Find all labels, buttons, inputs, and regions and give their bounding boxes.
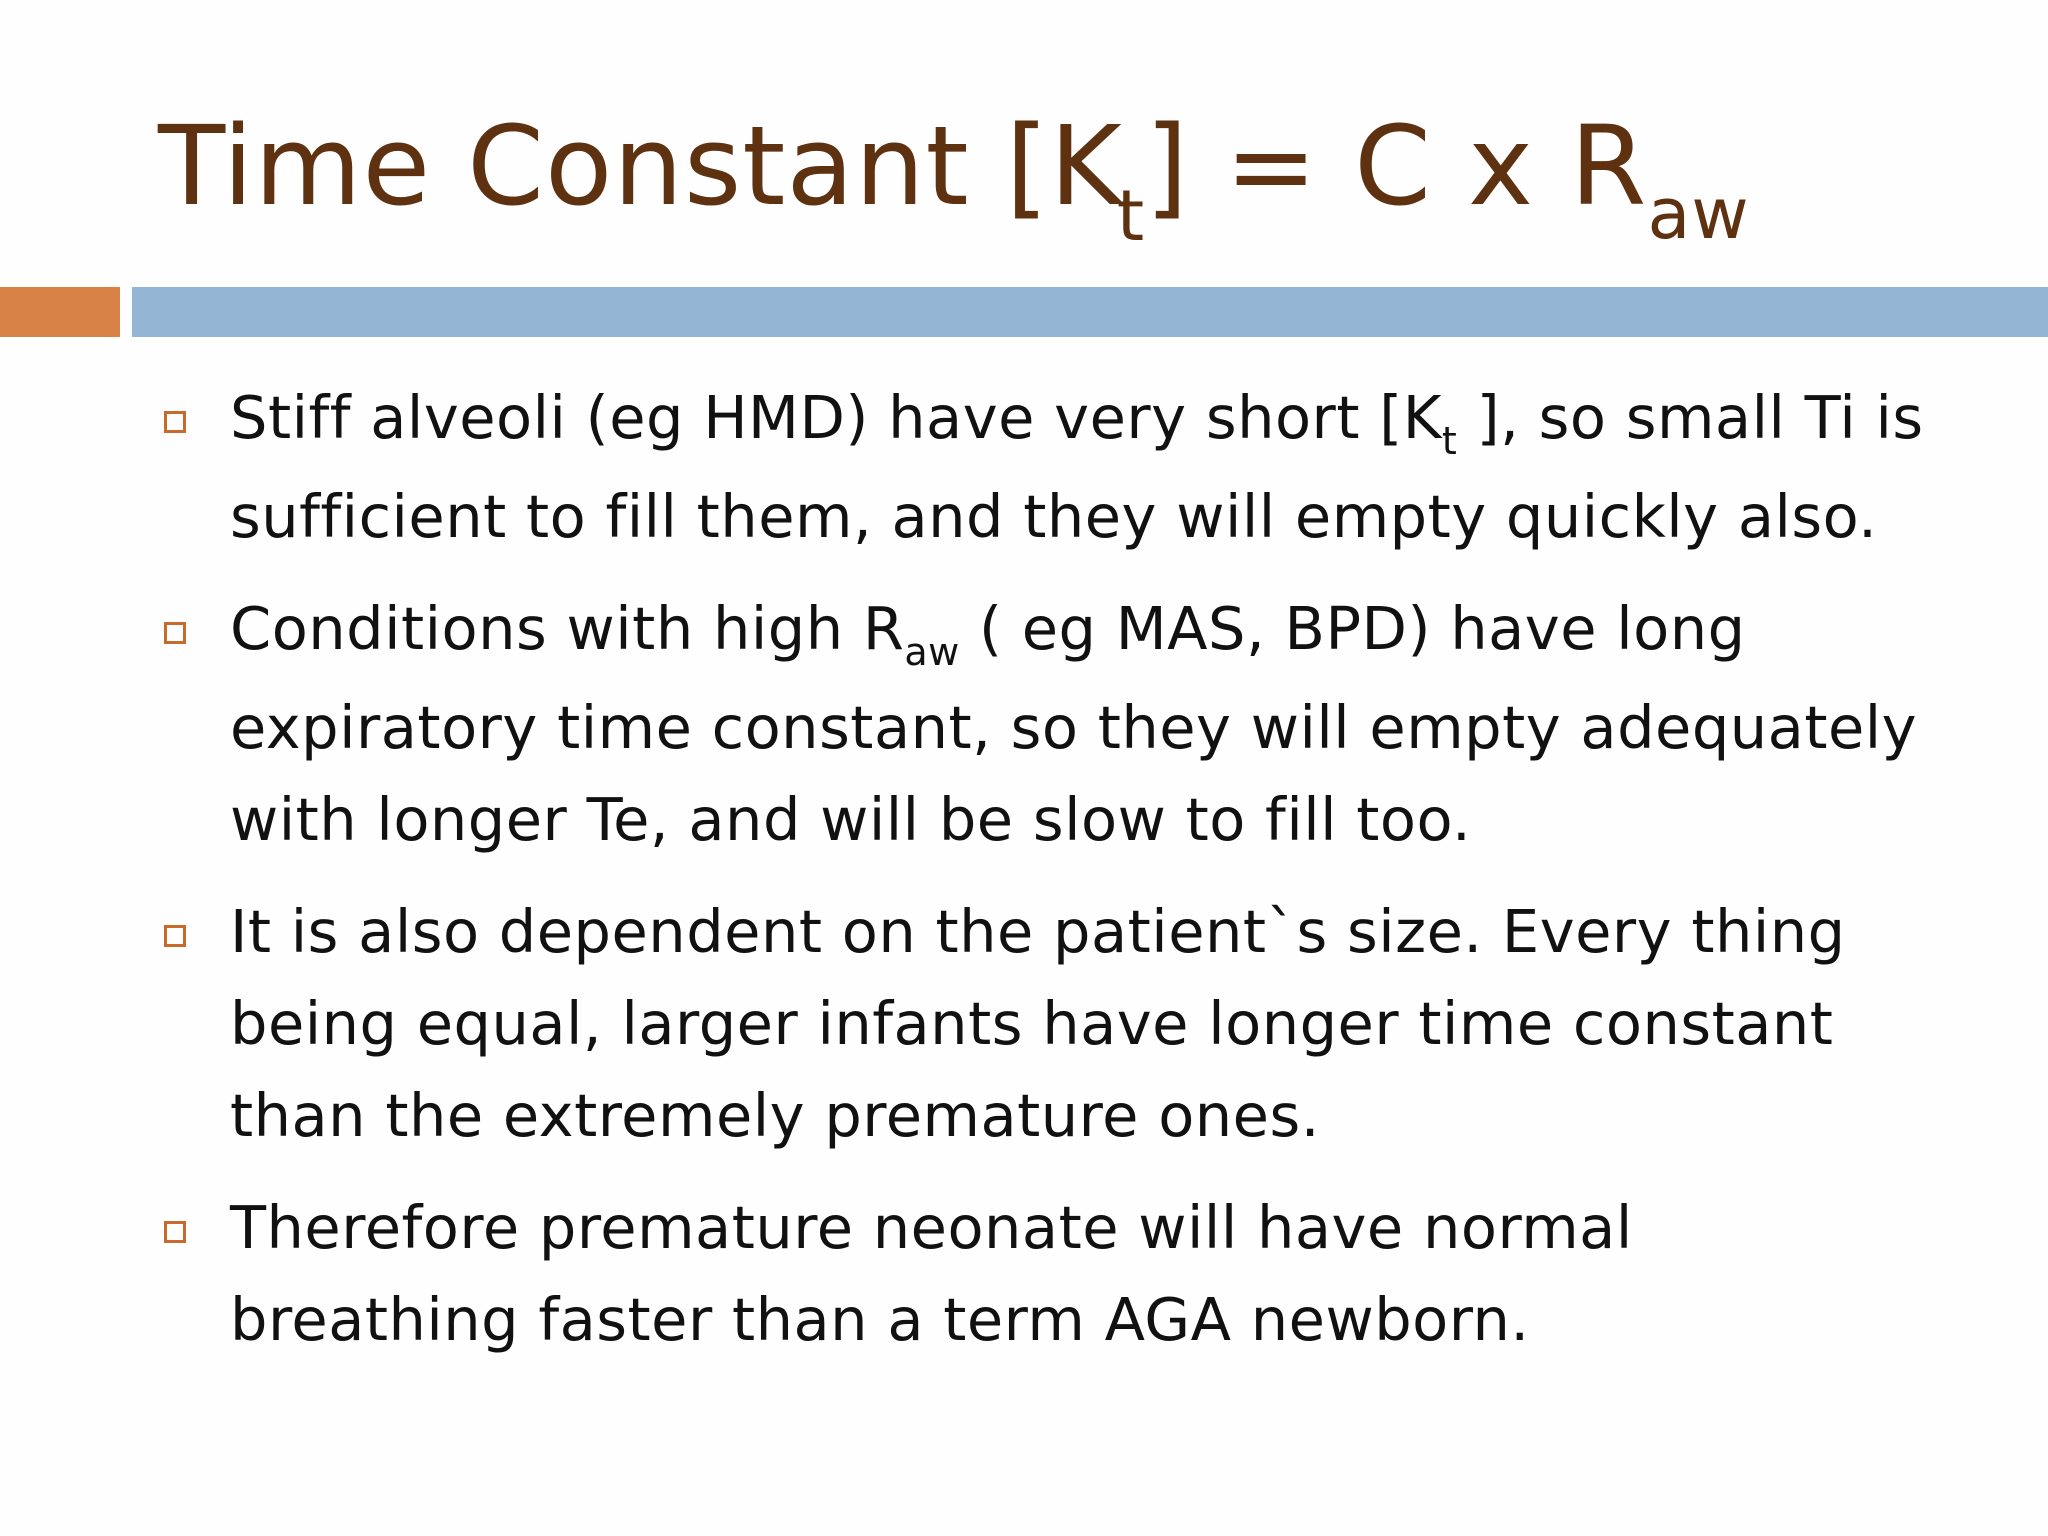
bullet-2-line-1 bbox=[230, 583, 1960, 682]
square-bullet-icon bbox=[164, 411, 186, 433]
bullet-1-subscript: t bbox=[1441, 419, 1458, 463]
bullet-3-line-1: It is also dependent on the patient`s size. Every thing bbox=[230, 897, 1846, 966]
slide-title bbox=[158, 100, 1750, 257]
bullet-3-line-3: than the extremely premature ones. bbox=[230, 1081, 1320, 1150]
square-bullet-icon bbox=[164, 1221, 186, 1243]
bullet-item-4 bbox=[160, 1182, 1960, 1366]
bullet-4-line-2: breathing faster than a term AGA newborn. bbox=[230, 1285, 1530, 1354]
bullet-1-line-1 bbox=[230, 372, 1960, 471]
bullet-2-text-a: Conditions with high R bbox=[230, 594, 905, 663]
bullet-2-subscript: aw bbox=[904, 630, 960, 674]
bullet-2-line-3: with longer Te, and will be slow to fill too. bbox=[230, 785, 1472, 854]
bullet-item-3 bbox=[160, 886, 1960, 1162]
title-subscript-aw: aw bbox=[1647, 173, 1750, 255]
title-subscript-t: t bbox=[1116, 175, 1146, 257]
bullet-1-text-a: Stiff alveoli (eg HMD) have very short [K bbox=[230, 383, 1442, 452]
bullet-4-line-1: Therefore premature neonate will have normal bbox=[230, 1193, 1633, 1262]
bullet-2-text-b: ( eg MAS, BPD) have long bbox=[959, 594, 1746, 663]
bullet-3-line-2: being equal, larger infants have longer time constant bbox=[230, 989, 1834, 1058]
title-middle: ] = C x R bbox=[1145, 102, 1648, 230]
accent-bar-orange bbox=[0, 287, 120, 337]
accent-bar-blue bbox=[132, 287, 2048, 337]
bullet-1-line-2: sufficient to fill them, and they will empty quickly also. bbox=[230, 482, 1878, 551]
bullet-2-line-2: expiratory time constant, so they will empty adequately bbox=[230, 693, 1918, 762]
bullet-list bbox=[160, 372, 1960, 1386]
square-bullet-icon bbox=[164, 622, 186, 644]
square-bullet-icon bbox=[164, 925, 186, 947]
bullet-item-1 bbox=[160, 372, 1960, 563]
title-prefix: Time Constant [K bbox=[158, 102, 1123, 230]
bullet-1-text-b: ], so small Ti is bbox=[1457, 383, 1924, 452]
bullet-item-2 bbox=[160, 583, 1960, 866]
